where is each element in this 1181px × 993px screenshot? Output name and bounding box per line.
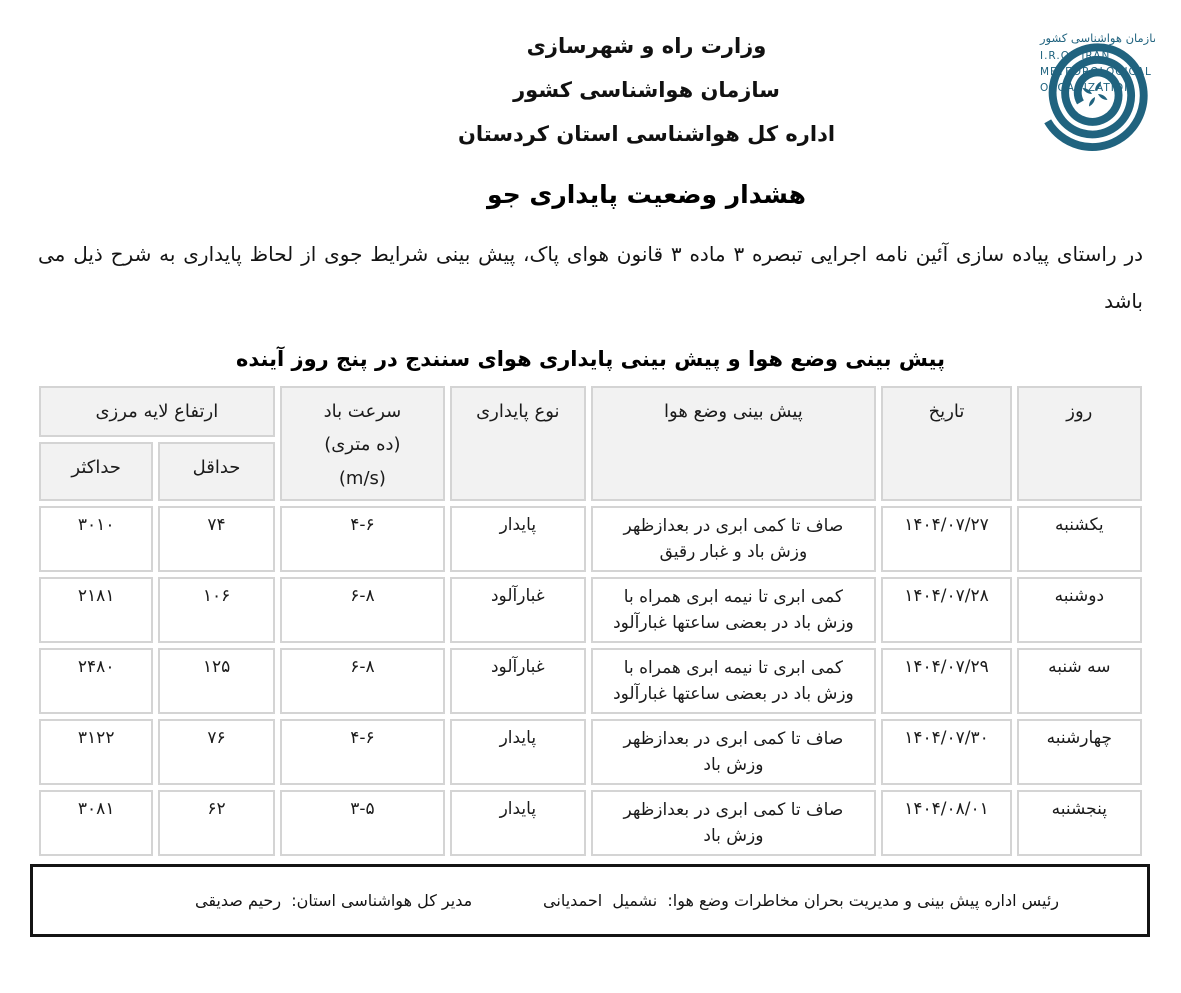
- logo-text-en-line3: ORGANIZATION: [1040, 82, 1134, 94]
- cell-forecast: صاف تا کمی ابری در بعدازظهر وزش باد: [591, 790, 877, 856]
- table-title: پیش بینی وضع هوا و پیش بینی پایداری هوای سنندج در پنج روز آینده: [236, 347, 945, 371]
- cell-min: ۷۴: [158, 506, 274, 572]
- cell-max: ۳۱۲۲: [39, 719, 153, 785]
- cell-max: ۲۱۸۱: [39, 577, 153, 643]
- cell-date: ۱۴۰۴/۰۸/۰۱: [881, 790, 1011, 856]
- cell-wind-speed: ۴-۶: [280, 506, 445, 572]
- cell-date: ۱۴۰۴/۰۷/۳۰: [881, 719, 1011, 785]
- cell-max: ۲۴۸۰: [39, 648, 153, 714]
- cell-stability: غبارآلود: [450, 577, 585, 643]
- org-line-province-office: اداره کل هواشناسی استان کردستان: [457, 122, 836, 146]
- header-min: حداقل: [158, 442, 274, 501]
- document-title: هشدار وضعیت پایداری جو: [487, 180, 806, 209]
- signature-forecast-head: رئیس اداره پیش بینی و مدیریت بحران مخاطرات وضع هوا: نشمیل احمدیانی: [543, 891, 1059, 910]
- forecast-table: [34, 381, 1147, 861]
- organization-header: [112, 0, 1181, 156]
- header-boundary-layer: ارتفاع لایه مرزی: [39, 386, 275, 437]
- cell-stability: پایدار: [450, 506, 585, 572]
- table-header: [39, 386, 1142, 501]
- cell-max: ۳۰۸۱: [39, 790, 153, 856]
- cell-stability: غبارآلود: [450, 648, 585, 714]
- logo-text-en-line2: METEOROLOGICAL: [1040, 66, 1152, 78]
- cell-min: ۷۶: [158, 719, 274, 785]
- cell-min: ۱۲۵: [158, 648, 274, 714]
- cell-wind-speed: ۴-۶: [280, 719, 445, 785]
- cell-stability: پایدار: [450, 790, 585, 856]
- logo-text-persian: سازمان هواشناسی کشور: [1040, 31, 1155, 45]
- header-wind-unit: (m/s): [338, 467, 386, 489]
- org-line-organization: سازمان هواشناسی کشور: [513, 78, 780, 102]
- org-line-ministry: وزارت راه و شهرسازی: [526, 34, 767, 58]
- cell-date: ۱۴۰۴/۰۷/۲۸: [881, 577, 1011, 643]
- cell-min: ۶۲: [158, 790, 274, 856]
- cell-max: ۳۰۱۰: [39, 506, 153, 572]
- table-row: [39, 648, 1142, 714]
- cell-forecast: کمی ابری تا نیمه ابری همراه با وزش باد در بعضی ساعتها غبارآلود: [591, 648, 877, 714]
- cell-date: ۱۴۰۴/۰۷/۲۷: [881, 506, 1011, 572]
- cell-forecast: صاف تا کمی ابری در بعدازظهر وزش باد: [591, 719, 877, 785]
- cell-wind-speed: ۳-۵: [280, 790, 445, 856]
- cell-forecast: صاف تا کمی ابری در بعدازظهر وزش باد و غبار رقیق: [591, 506, 877, 572]
- cell-wind-speed: ۶-۸: [280, 648, 445, 714]
- header-block: [112, 0, 1181, 209]
- table-row: [39, 577, 1142, 643]
- cell-day: دوشنبه: [1017, 577, 1142, 643]
- cell-day: یکشنبه: [1017, 506, 1142, 572]
- cell-day: پنجشنبه: [1017, 790, 1142, 856]
- header-wind-speed: [280, 386, 445, 501]
- header-day: روز: [1017, 386, 1142, 501]
- header-forecast: پیش بینی وضع هوا: [591, 386, 877, 501]
- header-date: تاریخ: [881, 386, 1011, 501]
- logo-text-en-line1: I.R.OF IRAN: [1040, 50, 1111, 62]
- signature-director-general: مدیر کل هواشناسی استان: رحیم صدیقی: [195, 891, 473, 910]
- header-max: حداکثر: [39, 442, 153, 501]
- table-row: [39, 790, 1142, 856]
- cell-min: ۱۰۶: [158, 577, 274, 643]
- cell-day: سه شنبه: [1017, 648, 1142, 714]
- cell-wind-speed: ۶-۸: [280, 577, 445, 643]
- table-row: [39, 506, 1142, 572]
- cell-forecast: کمی ابری تا نیمه ابری همراه با وزش باد در بعضی ساعتها غبارآلود: [591, 577, 877, 643]
- header-wind-line2: (ده متری): [324, 434, 401, 456]
- header-stability: نوع پایداری: [450, 386, 585, 501]
- table-row: [39, 719, 1142, 785]
- header-wind-line1: سرعت باد: [323, 401, 402, 422]
- signature-box: [30, 864, 1150, 937]
- intro-paragraph: در راستای پیاده سازی آئین نامه اجرایی تبصره ۳ ماده ۳ قانون هوای پاک، پیش بینی شرایط جوی از لحاظ پایداری به شرح ذیل می باشد: [38, 242, 1144, 313]
- cell-day: چهارشنبه: [1017, 719, 1142, 785]
- cell-date: ۱۴۰۴/۰۷/۲۹: [881, 648, 1011, 714]
- cell-stability: پایدار: [450, 719, 585, 785]
